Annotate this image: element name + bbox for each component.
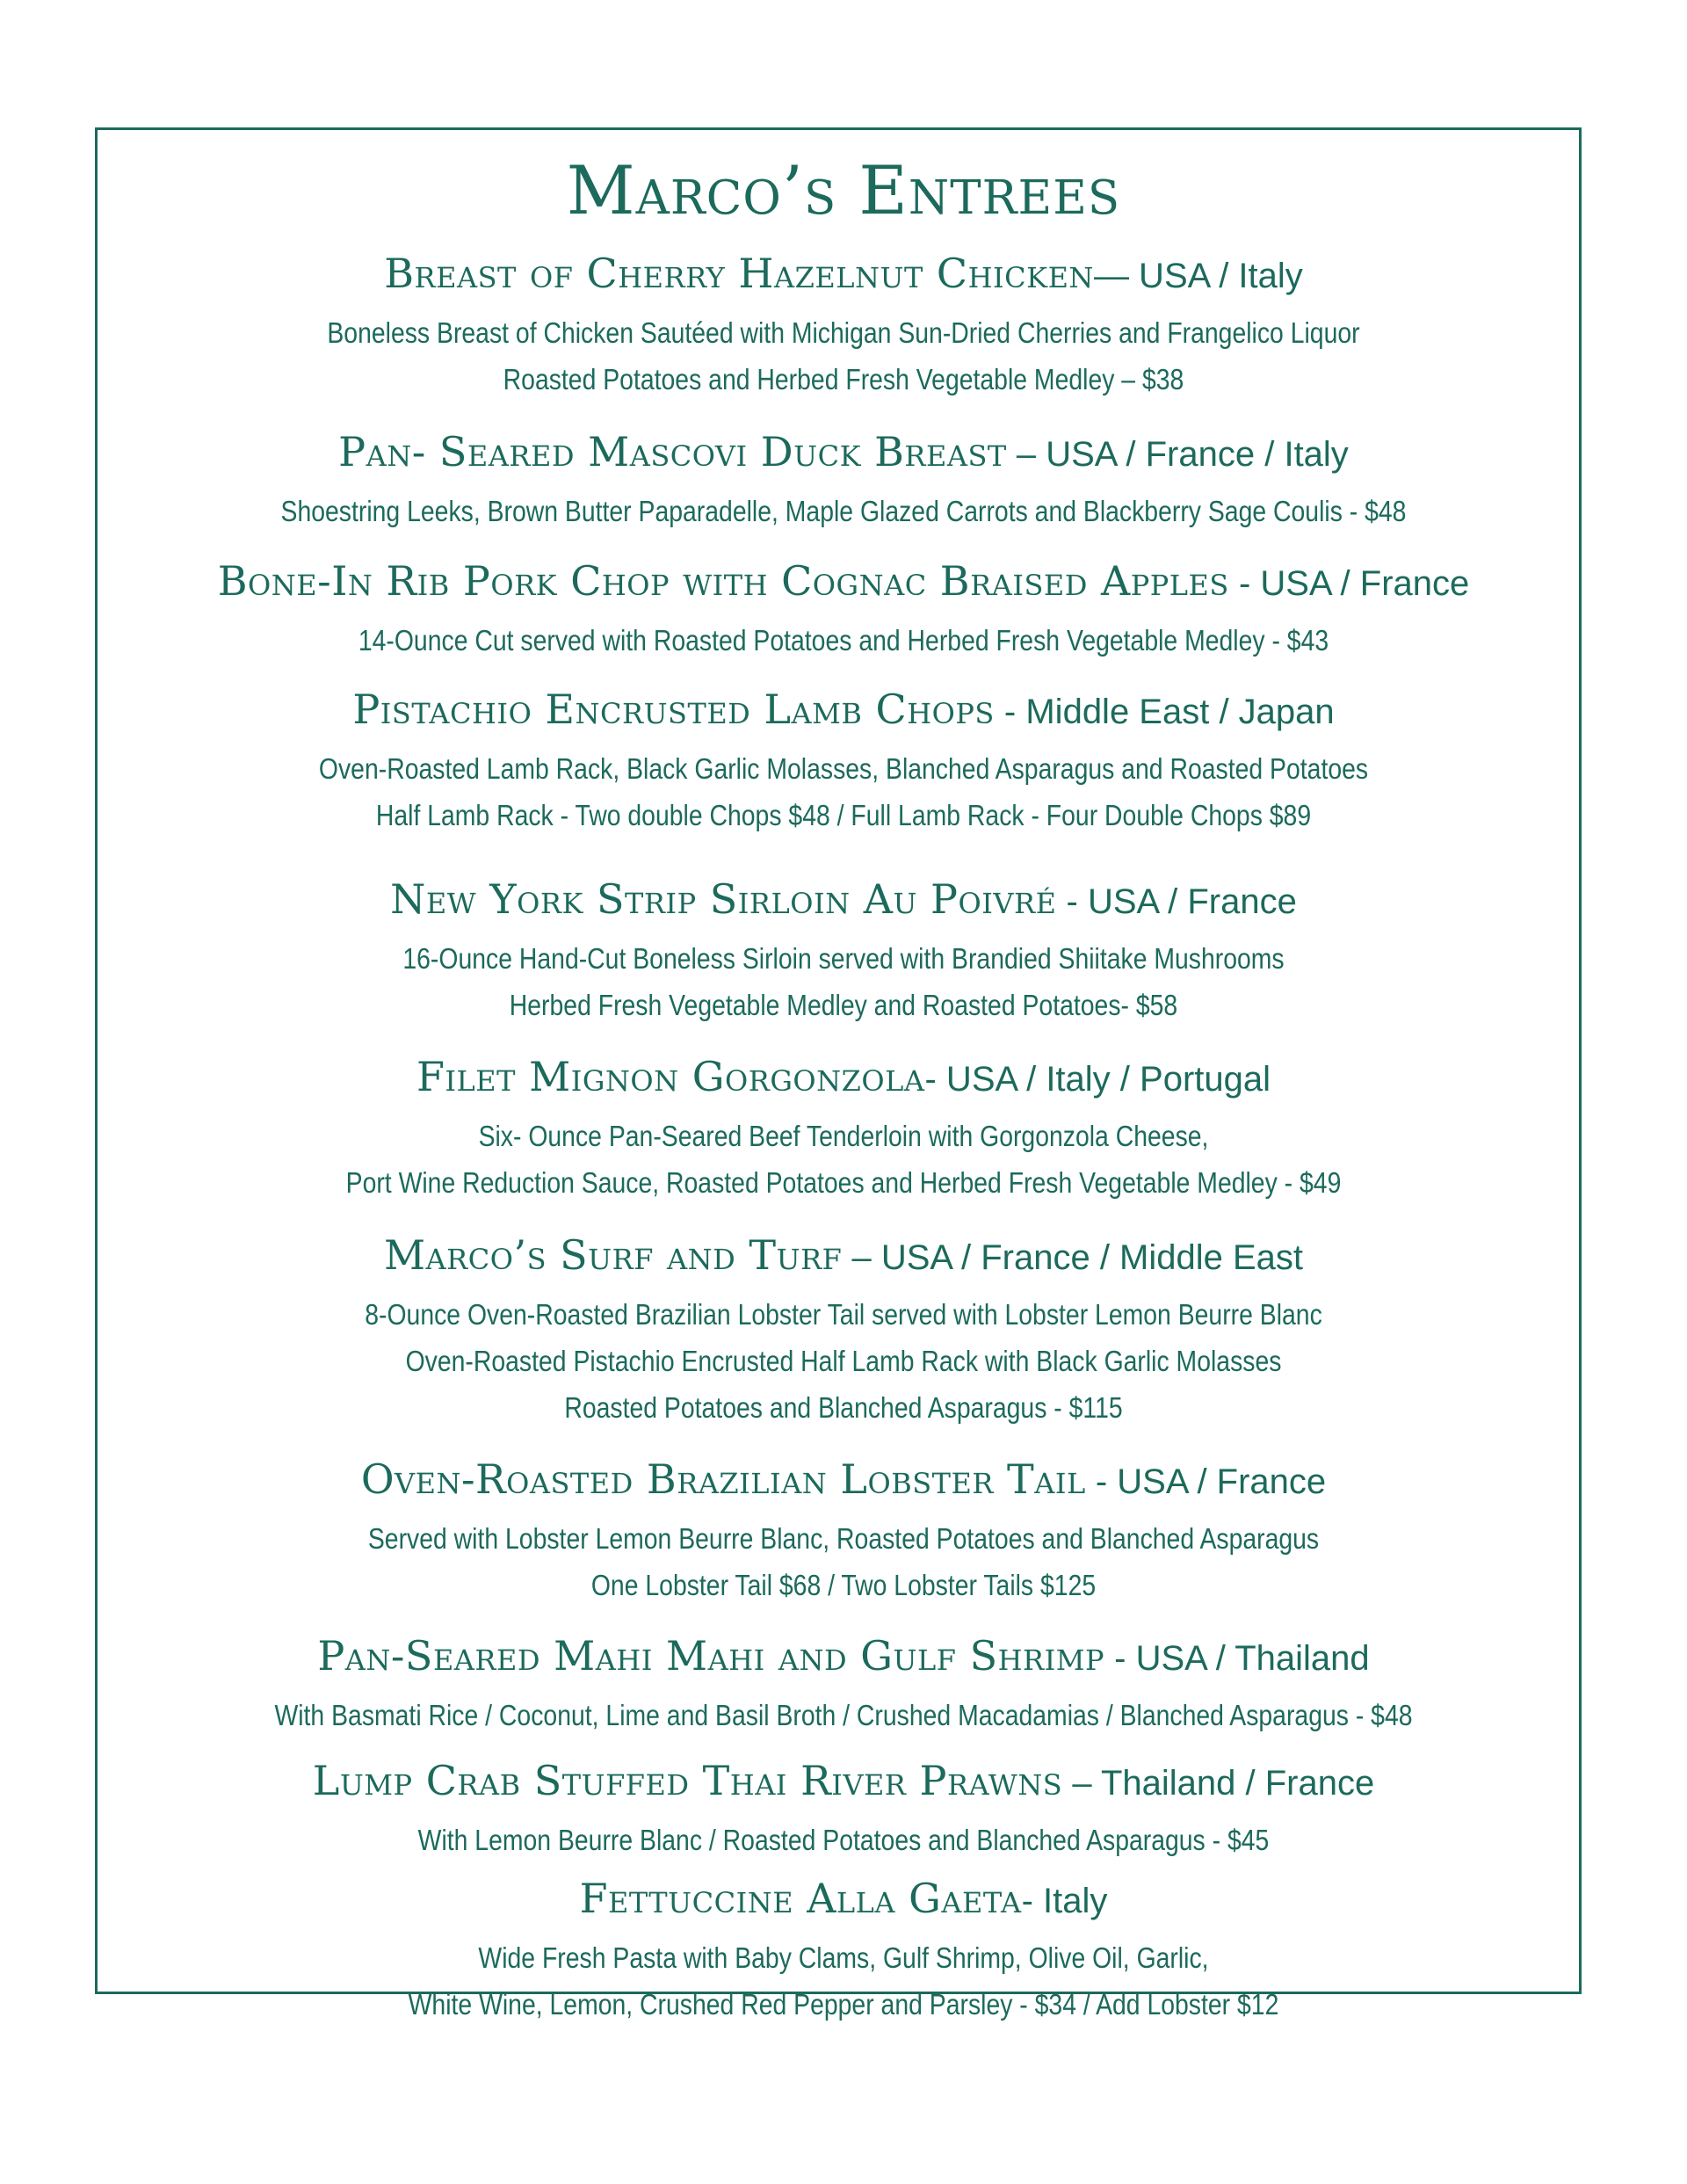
dish-description: Oven-Roasted Lamb Rack, Black Garlic Molasses, Blanched Asparagus and Roasted Potatoes — [318, 752, 1369, 785]
menu-item-lamb-chops — [105, 684, 1582, 838]
dish-description: Shoestring Leeks, Brown Butter Paparadelle, Maple Glazed Carrots and Blackberry Sage Coulis - $48 — [280, 495, 1407, 527]
menu-item-cherry-hazelnut-chicken — [105, 248, 1582, 403]
dish-description: Half Lamb Rack - Two double Chops $48 / Full Lamb Rack - Four Double Chops $89 — [375, 799, 1312, 831]
dish-name: Bone-In Rib Pork Chop with Cognac Braised Apples — [217, 557, 1229, 605]
dish-description: Served with Lobster Lemon Beurre Blanc, Roasted Potatoes and Blanched Asparagus — [367, 1522, 1320, 1555]
dish-name: Filet Mignon Gorgonzola — [416, 1053, 925, 1100]
dish-description: 8-Ounce Oven-Roasted Brazilian Lobster Tail served with Lobster Lemon Beurre Blanc — [365, 1298, 1322, 1331]
dish-origin: - USA / France — [1228, 564, 1470, 603]
dish-name: Pan-Seared Mahi Mahi and Gulf Shrimp — [317, 1632, 1105, 1680]
dish-origin: - Middle East / Japan — [994, 693, 1335, 731]
dish-origin: – USA / France / Middle East — [842, 1238, 1304, 1277]
dish-description: Herbed Fresh Vegetable Medley and Roasted Potatoes- $58 — [509, 989, 1178, 1021]
menu-item-thai-river-prawns — [105, 1755, 1582, 1863]
menu-item-pork-chop — [105, 555, 1582, 664]
menu-item-duck-breast — [105, 426, 1582, 534]
dish-origin: - USA / Italy / Portugal — [924, 1060, 1271, 1099]
menu-item-strip-sirloin — [105, 874, 1582, 1028]
dish-description: Roasted Potatoes and Blanched Asparagus - $115 — [564, 1391, 1123, 1424]
dish-description: 16-Ounce Hand-Cut Boneless Sirloin served with Brandied Shiitake Mushrooms — [402, 942, 1285, 975]
dish-name: Pan- Seared Mascovi Duck Breast — [338, 428, 1007, 475]
menu-item-fettuccine — [105, 1873, 1582, 2028]
dish-origin: - USA / France — [1085, 1462, 1327, 1501]
dish-name: Marco’s Surf and Turf — [383, 1231, 843, 1279]
dish-description: White Wine, Lemon, Crushed Red Pepper and Parsley - $34 / Add Lobster $12 — [408, 1988, 1279, 2021]
dish-origin: – Thailand / France — [1062, 1764, 1375, 1803]
dish-name: Fettuccine Alla Gaeta — [579, 1875, 1022, 1922]
dish-name: New York Strip Sirloin Au Poivré — [390, 875, 1057, 923]
dish-description: Port Wine Reduction Sauce, Roasted Potatoes and Herbed Fresh Vegetable Medley - $49 — [345, 1166, 1342, 1199]
dish-name: Pistachio Encrusted Lamb Chops — [352, 686, 995, 733]
menu-title: Marco’s Entrees — [566, 151, 1121, 229]
menu-item-lobster-tail — [105, 1454, 1582, 1608]
dish-origin: - USA / France — [1056, 882, 1297, 921]
dish-description: With Basmati Rice / Coconut, Lime and Basil Broth / Crushed Macadamias / Blanched Asparagus - $48 — [274, 1699, 1413, 1731]
dish-description: Six- Ounce Pan-Seared Beef Tenderloin with Gorgonzola Cheese, — [478, 1120, 1209, 1152]
dish-name: Breast of Cherry Hazelnut Chicken — [384, 250, 1094, 297]
dish-origin: — USA / Italy — [1093, 257, 1303, 295]
dish-description: 14-Ounce Cut served with Roasted Potatoes and Herbed Fresh Vegetable Medley - $43 — [358, 624, 1329, 657]
menu-item-filet-mignon — [105, 1051, 1582, 1206]
dish-description: Roasted Potatoes and Herbed Fresh Vegetable Medley – $38 — [503, 363, 1184, 395]
dish-origin: - USA / Thailand — [1104, 1639, 1370, 1678]
dish-description: With Lemon Beurre Blanc / Roasted Potatoes and Blanched Asparagus - $45 — [417, 1824, 1270, 1856]
dish-description: Oven-Roasted Pistachio Encrusted Half Lamb Rack with Black Garlic Molasses — [405, 1345, 1282, 1377]
menu-item-mahi-mahi — [105, 1630, 1582, 1738]
dish-description: One Lobster Tail $68 / Two Lobster Tails $125 — [590, 1569, 1097, 1601]
dish-origin: – USA / France / Italy — [1006, 435, 1349, 474]
menu-item-surf-and-turf — [105, 1230, 1582, 1431]
dish-origin: - Italy — [1021, 1882, 1108, 1920]
dish-name: Lump Crab Stuffed Thai River Prawns — [312, 1757, 1063, 1804]
dish-description: Boneless Breast of Chicken Sautéed with Michigan Sun-Dried Cherries and Frangelico Liquor — [327, 316, 1360, 349]
dish-name: Oven-Roasted Brazilian Lobster Tail — [360, 1455, 1086, 1503]
dish-description: Wide Fresh Pasta with Baby Clams, Gulf Shrimp, Olive Oil, Garlic, — [478, 1941, 1209, 1974]
